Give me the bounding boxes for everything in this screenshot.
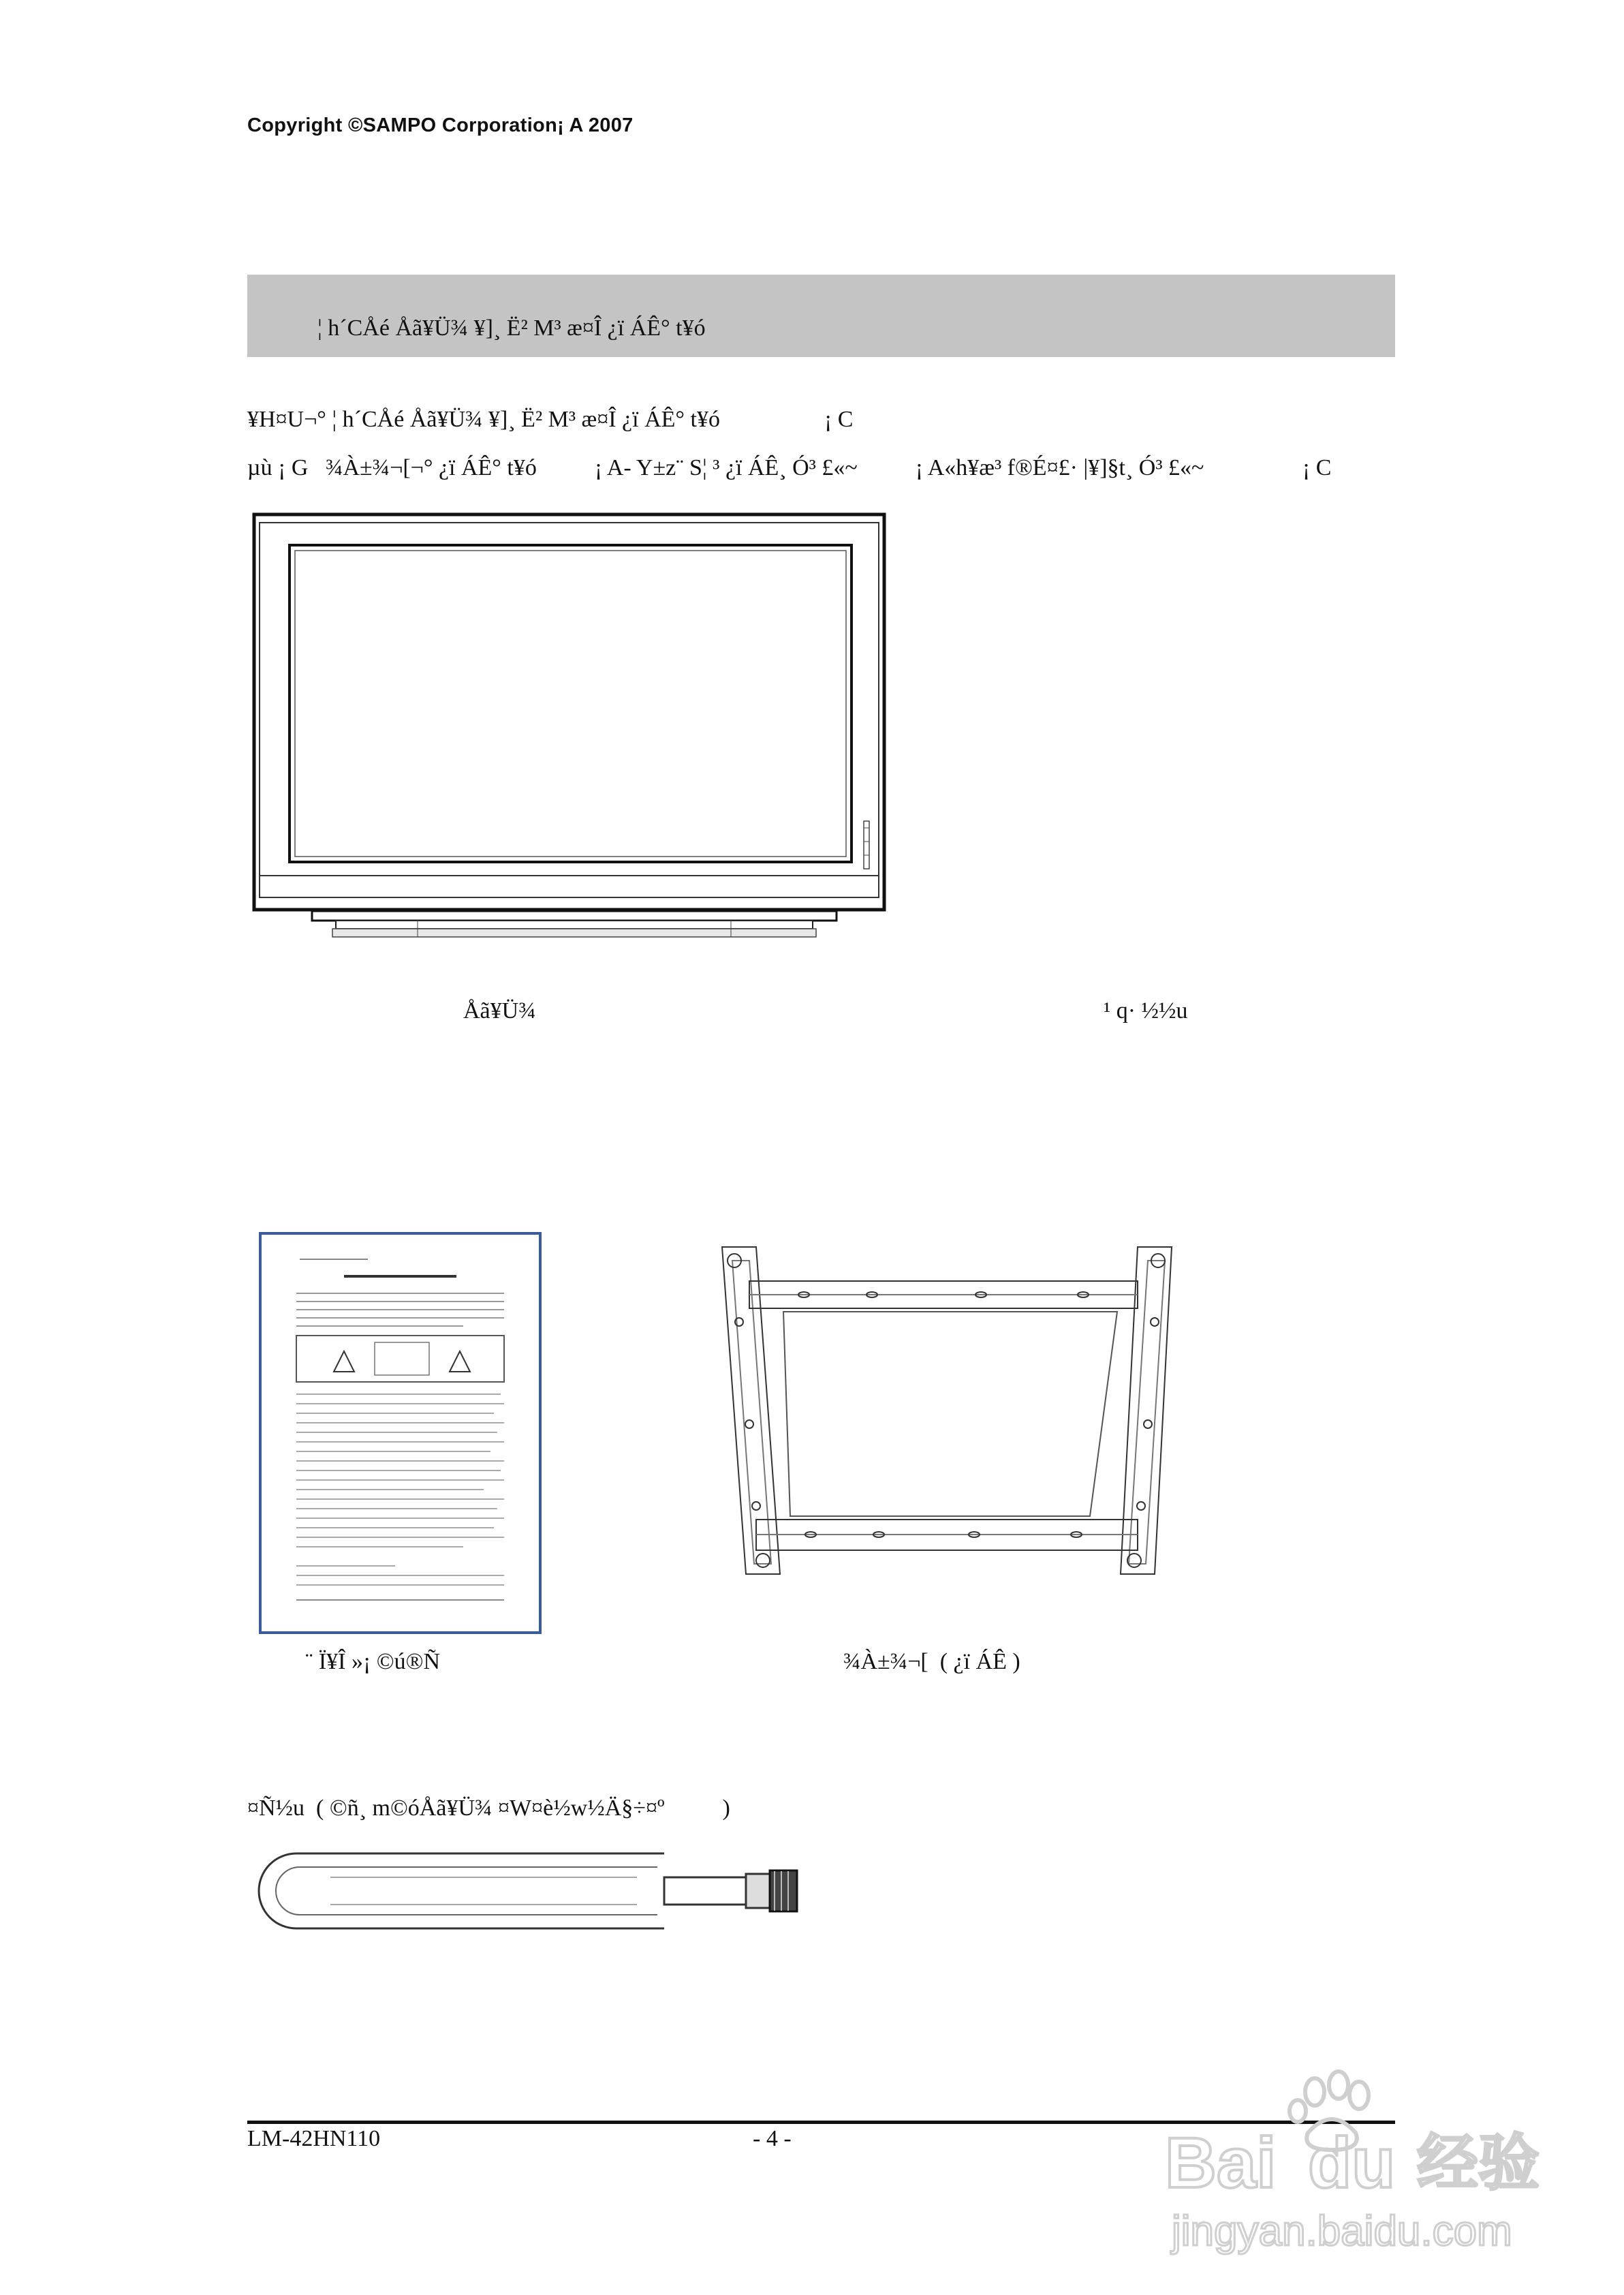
manual-illustration bbox=[259, 1232, 542, 1634]
svg-text:jingyan.baidu.com: jingyan.baidu.com bbox=[1172, 2208, 1512, 2255]
footer-model: LM-42HN110 bbox=[247, 2126, 381, 2151]
display-illustration bbox=[247, 508, 894, 985]
footer-page-number: - 4 - bbox=[753, 2126, 792, 2151]
bracket-caption: ¾À±¾¬[ ( ¿ï ÁÊ ) bbox=[843, 1649, 1020, 1674]
section-title: ¦ h´CÅé Åã¥Ü¾ ¥]¸ Ë² M³ æ¤Î ¿ï ÁÊ° t¥ó bbox=[317, 315, 706, 341]
remote-caption: ¹ q· ½½u bbox=[1104, 998, 1188, 1023]
display-caption: Åã¥Ü¾ bbox=[463, 998, 536, 1023]
svg-text:du: du bbox=[1308, 2123, 1396, 2203]
antenna-caption: ¤Ñ½u ( ©ñ¸ m©óÅã¥Ü¾ ¤W¤è½w½Ä§÷¤º ) bbox=[247, 1796, 730, 1821]
note-line: µù ¡ G ¾À±¾¬[¬° ¿ï ÁÊ° t¥ó ¡ A- Y±z¨ S¦ ³ ¿ï ÁÊ¸ Ó³ £«~ ¡ A«h¥æ³ f®É¤£· |¥]§t¸ Ó³ £«~ ¡ C bbox=[247, 455, 1332, 480]
copyright-text: Copyright ©SAMPO Corporation¡ A 2007 bbox=[247, 114, 634, 136]
section-title-band bbox=[247, 275, 1395, 357]
svg-text:Bai: Bai bbox=[1165, 2123, 1277, 2203]
baidu-watermark bbox=[1151, 2058, 1594, 2262]
svg-text:经验: 经验 bbox=[1417, 2127, 1540, 2199]
intro-line: ¥H¤U¬° ¦ h´CÅé Åã¥Ü¾ ¥]¸ Ë² M³ æ¤Î ¿ï ÁÊ° t¥ó ¡ C bbox=[247, 407, 854, 432]
antenna-illustration bbox=[255, 1847, 814, 1935]
manual-caption: ¨ Ï¥Î »¡ ©ú®Ñ bbox=[305, 1649, 441, 1674]
wall-bracket-illustration bbox=[654, 1220, 1267, 1601]
